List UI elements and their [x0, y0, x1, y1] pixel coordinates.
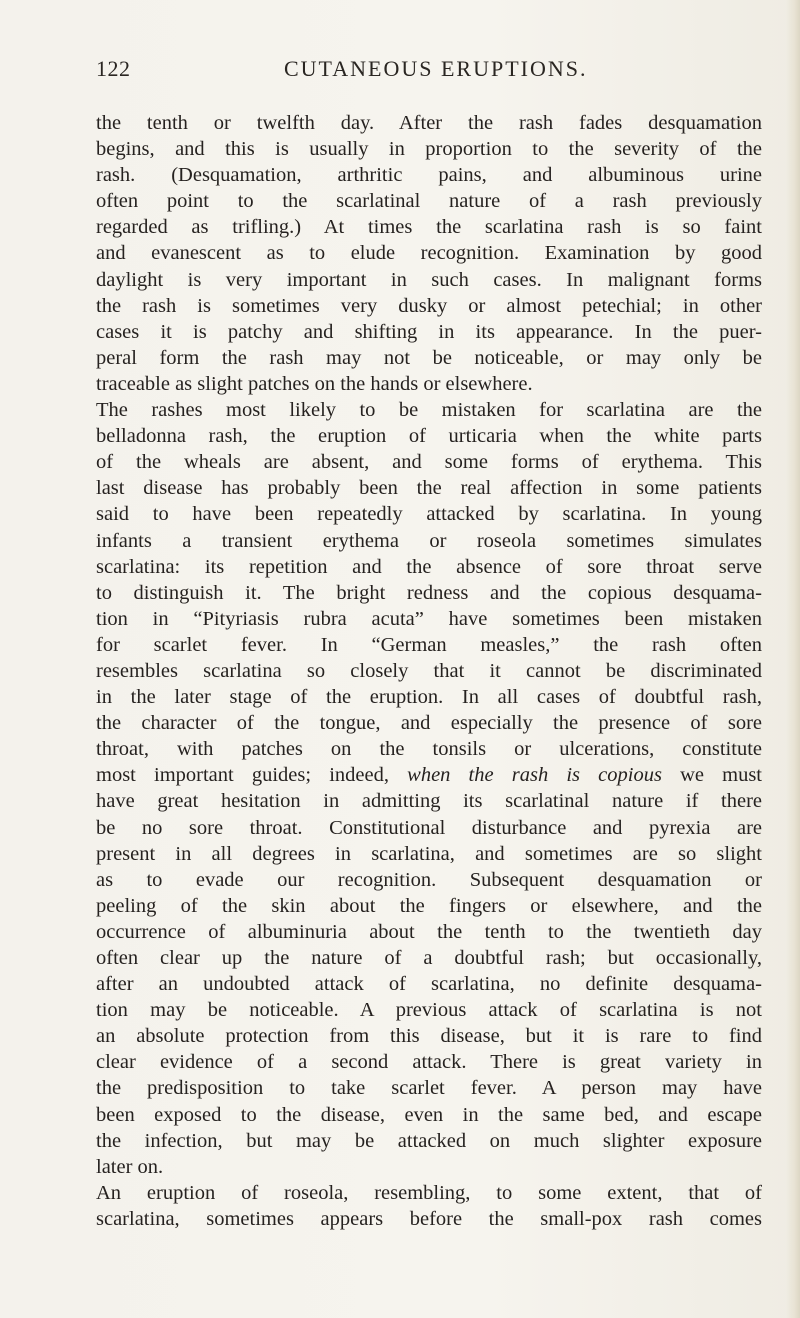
text-line: said to have been repeatedly attacked by scarlatina. In young — [96, 503, 762, 526]
text-line: occurrence of albuminuria about the tenth to the twentieth day — [96, 920, 762, 943]
text-line: in the later stage of the eruption. In all cases of doubtful rash, — [96, 686, 762, 709]
page-number: 122 — [96, 56, 131, 81]
text-line: often clear up the nature of a doubtful rash; but occasionally, — [96, 947, 762, 969]
text-line: scarlatina: its repetition and the absence of sore throat serve — [96, 555, 762, 578]
text-line: tion in “Pityriasis rubra acuta” have sometimes been mistaken — [96, 607, 762, 630]
text-line: for scarlet fever. In “German measles,” the rash often — [96, 633, 762, 656]
text-line: to distinguish it. The bright redness and the copious desquama- — [96, 581, 762, 604]
text-line: as to evade our recognition. Subsequent desquamation or — [96, 868, 762, 891]
paragraph-start-line: An eruption of roseola, resembling, to some extent, that of — [96, 1181, 762, 1204]
text-line: regarded as trifling.) At times the scarlatina rash is so faint — [96, 216, 762, 239]
text-line: and evanescent as to elude recognition. Examination by good — [96, 242, 762, 265]
text-segment: we must — [661, 764, 762, 787]
text-line: often point to the scarlatinal nature of a rash previously — [96, 190, 762, 213]
text-line: begins, and this is usually in proportion to the severity of the — [96, 138, 762, 161]
text-line: be no sore throat. Constitutional disturbance and pyrexia are — [96, 816, 762, 839]
paragraph-start-line: The rashes most likely to be mistaken for scarlatina are the — [96, 399, 762, 422]
text-line: the tenth or twelfth day. After the rash fades desquamation — [96, 112, 762, 134]
text-line: resembles scarlatina so closely that it cannot be discriminated — [96, 659, 762, 682]
running-head — [96, 56, 696, 90]
text-line: peeling of the skin about the fingers or elsewhere, and the — [96, 894, 762, 917]
text-line: of the wheals are absent, and some forms of erythema. This — [96, 451, 762, 474]
text-line: the infection, but may be attacked on much slighter exposure — [96, 1129, 762, 1152]
text-line: belladonna rash, the eruption of urticaria when the white parts — [96, 425, 762, 448]
italic-phrase: when the rash is copious — [407, 764, 662, 787]
body-text — [96, 110, 762, 1232]
text-line: clear evidence of a second attack. There is great variety in — [96, 1051, 762, 1074]
running-title: CUTANEOUS ERUPTIONS. — [284, 56, 588, 81]
text-line: the rash is sometimes very dusky or almost petechial; in other — [96, 294, 762, 317]
text-line-with-italic — [96, 762, 762, 788]
text-line: daylight is very important in such cases. In malignant forms — [96, 268, 762, 291]
text-line: after an undoubted attack of scarlatina, no definite desquama- — [96, 973, 762, 996]
text-segment: most important guides; indeed, — [96, 764, 408, 787]
page-edge-shadow — [786, 0, 800, 1318]
text-line: scarlatina, sometimes appears before the small-pox rash comes — [96, 1207, 762, 1230]
text-line: throat, with patches on the tonsils or ulcerations, constitute — [96, 738, 762, 761]
text-line: peral form the rash may not be noticeable, or may only be — [96, 346, 762, 369]
text-line: last disease has probably been the real affection in some patients — [96, 477, 762, 500]
text-line: have great hesitation in admitting its scarlatinal nature if there — [96, 790, 762, 813]
text-line: the character of the tongue, and especially the presence of sore — [96, 712, 762, 735]
text-line: the predisposition to take scarlet fever. A person may have — [96, 1077, 762, 1100]
text-line: infants a transient erythema or roseola sometimes simulates — [96, 529, 762, 552]
text-line: traceable as slight patches on the hands or elsewhere. — [96, 372, 533, 395]
text-line: present in all degrees in scarlatina, and sometimes are so slight — [96, 842, 762, 865]
text-line: later on. — [96, 1155, 164, 1178]
text-line: tion may be noticeable. A previous attack of scarlatina is not — [96, 999, 762, 1022]
text-line: been exposed to the disease, even in the same bed, and escape — [96, 1103, 762, 1126]
text-line: cases it is patchy and shifting in its appearance. In the puer- — [96, 320, 762, 343]
text-line: rash. (Desquamation, arthritic pains, and albuminous urine — [96, 164, 762, 187]
text-line: an absolute protection from this disease, but it is rare to find — [96, 1025, 762, 1048]
